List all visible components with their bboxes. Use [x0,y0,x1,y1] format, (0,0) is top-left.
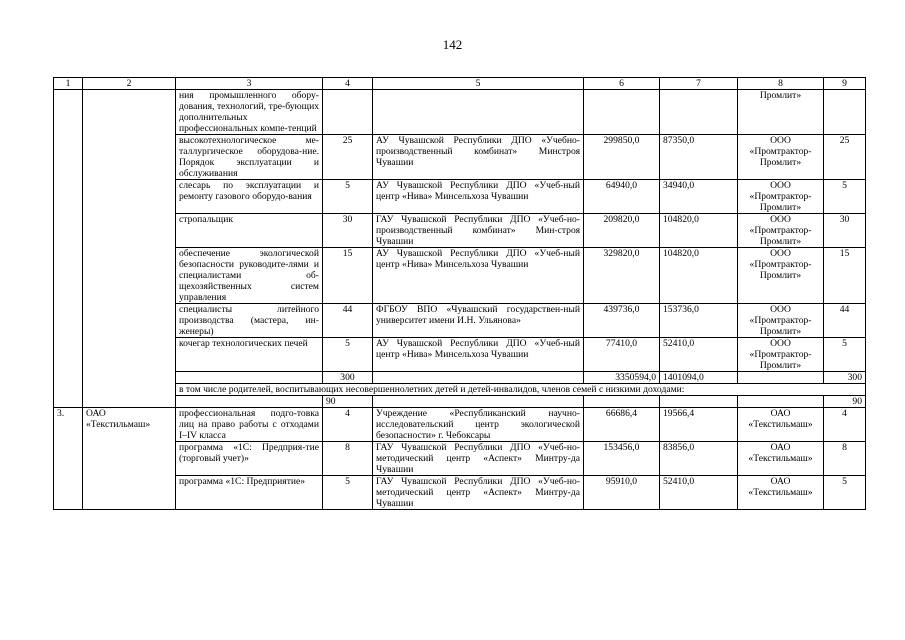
profession-cell: профессиональная подго-товка лиц на право работы с отходами I–IV класса [176,408,323,442]
subsidy-cell: 34940,0 [660,180,738,214]
cost-cell: 209820,0 [584,214,660,248]
employer-name-cell: ООО «Промтрактор-Промлит» [738,180,824,214]
employed-cell: 5 [824,476,866,510]
employed-cell: 25 [824,135,866,180]
total-row [54,372,866,384]
subsidy-cell: 19566,4 [660,408,738,442]
employer-cell [83,214,176,248]
employed-cell: 4 [824,408,866,442]
col-header: 4 [323,78,373,90]
note-row [54,384,866,396]
table-row [54,135,866,180]
cost-cell: 153456,0 [584,442,660,476]
institution-cell: АУ Чувашской Республики ДПО «Учеб-ный центр «Нива» Минсельхоза Чувашии [373,180,584,214]
profession-cell: стропальщик [176,214,323,248]
note-count: 90 [323,396,373,408]
count-cell: 25 [323,135,373,180]
subsidy-cell: 153736,0 [660,304,738,338]
cost-cell: 329820,0 [584,248,660,304]
item-number-cell [54,214,83,248]
subsidy-cell [660,90,738,135]
cost-cell: 77410,0 [584,338,660,372]
institution-cell: АУ Чувашской Республики ДПО «Учеб-ный центр «Нива» Минсельхоза Чувашии [373,338,584,372]
employer-name-cell: ООО «Промтрактор-Промлит» [738,214,824,248]
col-header: 9 [824,78,866,90]
cost-cell: 95910,0 [584,476,660,510]
col-header: 8 [738,78,824,90]
table-row [54,180,866,214]
subsidy-cell: 83856,0 [660,442,738,476]
table-row [54,90,866,135]
institution-cell [373,90,584,135]
employed-cell: 44 [824,304,866,338]
col-header: 5 [373,78,584,90]
employed-cell: 30 [824,214,866,248]
employer-name-cell: ООО «Промтрактор-Промлит» [738,338,824,372]
table-row [54,214,866,248]
employed-cell: 8 [824,442,866,476]
employer-cell [83,180,176,214]
item-number-cell [54,304,83,338]
col-header: 2 [83,78,176,90]
employed-cell: 5 [824,180,866,214]
count-cell: 5 [323,476,373,510]
profession-cell: программа «1С: Предприя-тие (торговый учет)» [176,442,323,476]
table-row [54,408,866,442]
note-total-row [54,396,866,408]
subsidy-cell: 52410,0 [660,338,738,372]
cost-cell: 439736,0 [584,304,660,338]
employer-name-cell: ООО «Промтрактор-Промлит» [738,135,824,180]
institution-cell: Учреждение «Республиканский научно-исследовательский центр экологической безопасности» г. Чебоксары [373,408,584,442]
profession-cell: специалисты литейного производства (мастера, ин-женеры) [176,304,323,338]
col-header: 6 [584,78,660,90]
total-subsidy: 1401094,0 [660,372,738,384]
employed-cell [824,90,866,135]
col-header: 7 [660,78,738,90]
table-row [54,476,866,510]
subsidy-cell: 104820,0 [660,248,738,304]
cost-cell: 64940,0 [584,180,660,214]
profession-cell: ния промышленного обору-дования, технологий, тре-бующих дополнительных профессиональных компе-тенций [176,90,323,135]
count-cell: 44 [323,304,373,338]
count-cell: 5 [323,338,373,372]
employer-cell: ОАО «Текстильмаш» [83,408,176,510]
employer-cell [83,338,176,372]
cost-cell: 299850,0 [584,135,660,180]
table-row [54,248,866,304]
item-number-cell [54,338,83,372]
note-text: в том числе родителей, воспитывающих несовершеннолетних детей и детей-инвалидов, членов семей с низкими доходами: [176,384,866,396]
item-number-cell: 3. [54,408,83,510]
employer-name-cell: Промлит» [738,90,824,135]
item-number-cell [54,135,83,180]
employer-name-cell: ОАО «Текстильмаш» [738,408,824,442]
employed-cell: 15 [824,248,866,304]
employer-cell [83,248,176,304]
employer-name-cell: ООО «Промтрактор-Промлит» [738,248,824,304]
count-cell: 8 [323,442,373,476]
col-header: 3 [176,78,323,90]
subsidy-cell: 87350,0 [660,135,738,180]
table-row [54,338,866,372]
count-cell [323,90,373,135]
employer-name-cell: ОАО «Текстильмаш» [738,476,824,510]
count-cell: 5 [323,180,373,214]
training-table [53,77,866,510]
count-cell: 30 [323,214,373,248]
subsidy-cell: 52410,0 [660,476,738,510]
total-count: 300 [323,372,373,384]
note-employed: 90 [824,396,866,408]
col-header: 1 [54,78,83,90]
institution-cell: АУ Чувашской Республики ДПО «Учебно-производственный комбинат» Минстроя Чувашии [373,135,584,180]
profession-cell: высокотехнологическое ме-таллургическое оборудова-ние. Порядок эксплуатации и обслуживания [176,135,323,180]
employer-name-cell: ОАО «Текстильмаш» [738,442,824,476]
employed-cell: 5 [824,338,866,372]
institution-cell: ГАУ Чувашской Республики ДПО «Учеб-но-методический центр «Аспект» Минтру-да Чувашии [373,442,584,476]
profession-cell: кочегар технологических печей [176,338,323,372]
employer-cell [83,304,176,338]
table-row [54,442,866,476]
item-number-cell [54,248,83,304]
cost-cell: 66686,4 [584,408,660,442]
employer-cell [83,135,176,180]
institution-cell: АУ Чувашской Республики ДПО «Учеб-ный центр «Нива» Минсельхоза Чувашии [373,248,584,304]
count-cell: 15 [323,248,373,304]
total-employed: 300 [824,372,866,384]
item-number-cell [54,180,83,214]
page-number: 142 [442,37,463,52]
subsidy-cell: 104820,0 [660,214,738,248]
item-number-cell [54,90,83,135]
profession-cell: обеспечение экологической безопасности руководите-лями и специалистами об-щехозяйственных систем управления [176,248,323,304]
profession-cell: программа «1С: Предприятие» [176,476,323,510]
total-sum: 3350594,0 [584,372,660,384]
institution-cell: ФГБОУ ВПО «Чувашский государствен-ный университет имени И.Н. Ульянова» [373,304,584,338]
employer-cell [83,90,176,135]
cost-cell [584,90,660,135]
institution-cell: ГАУ Чувашской Республики ДПО «Учеб-но-методический центр «Аспект» Минтру-да Чувашии [373,476,584,510]
count-cell: 4 [323,408,373,442]
table-row [54,304,866,338]
profession-cell: слесарь по эксплуатации и ремонту газового оборудо-вания [176,180,323,214]
institution-cell: ГАУ Чувашской Республики ДПО «Учеб-но-производственный комбинат» Мин-строя Чувашии [373,214,584,248]
header-row [54,78,866,90]
employer-name-cell: ООО «Промтрактор-Промлит» [738,304,824,338]
